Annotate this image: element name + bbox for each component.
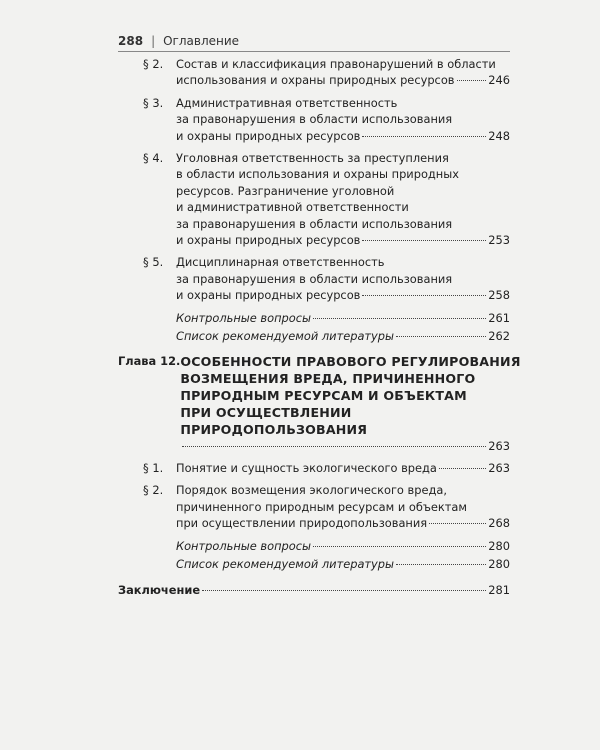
conclusion-line xyxy=(118,582,510,598)
entry-title-last-line xyxy=(176,515,510,531)
entry-title-line: за правонарушения в области использования xyxy=(176,216,453,231)
toc-entry[interactable] xyxy=(118,254,510,303)
entry-title-line: за правонарушения в области использования xyxy=(176,112,453,127)
leader-dots xyxy=(202,590,486,591)
entry-title-line: ПРИ ОСУЩЕСТВЛЕНИИ xyxy=(180,404,352,420)
entry-title-line: Порядок возмещения экологического вреда, xyxy=(176,483,447,498)
header-separator: | xyxy=(151,34,156,48)
running-header xyxy=(118,34,510,52)
leader-dots xyxy=(457,80,487,81)
entry-title-last-line xyxy=(176,232,510,248)
entry-title-last-line xyxy=(176,72,510,88)
entry-title-line: за правонарушения в области использования xyxy=(176,271,453,286)
entry-title xyxy=(176,150,510,248)
entry-title-line: Понятие и сущность экологического вреда xyxy=(176,460,437,475)
entry-title-line: Административная ответственность xyxy=(176,95,398,110)
entry-title-line: ресурсов. Разграничение уголовной xyxy=(176,183,395,198)
entry-page-number: 261 xyxy=(488,310,510,325)
entry-title-line: Состав и классификация правонарушений в области xyxy=(176,57,496,71)
table-of-contents xyxy=(118,56,521,605)
page-number: 288 xyxy=(118,34,144,48)
entry-title xyxy=(176,460,510,476)
entry-page-number: 280 xyxy=(488,556,510,571)
entry-page-number: 263 xyxy=(488,460,510,475)
toc-entry[interactable] xyxy=(118,328,510,344)
entry-title-last-line xyxy=(176,128,510,144)
entry-title-last-line xyxy=(176,556,510,572)
leader-dots xyxy=(362,136,486,137)
entry-title-last-line xyxy=(180,421,510,438)
leader-dots xyxy=(429,523,486,524)
leader-dots xyxy=(439,468,486,469)
entry-title-last-line xyxy=(176,310,510,326)
toc-entry[interactable] xyxy=(118,556,510,572)
conclusion-entry xyxy=(118,582,510,598)
entry-title-line: ПРИРОДНЫМ РЕСУРСАМ И ОБЪЕКТАМ xyxy=(180,387,467,403)
leader-dots xyxy=(362,240,486,241)
entry-title xyxy=(176,310,510,326)
toc-entry[interactable] xyxy=(118,56,510,89)
toc-entry[interactable] xyxy=(118,538,510,554)
entry-page-number: 258 xyxy=(488,288,510,303)
leader-dots xyxy=(182,446,486,447)
conclusion-row[interactable] xyxy=(118,582,510,598)
chapter-12 xyxy=(118,353,521,454)
entry-page-number: 263 xyxy=(488,438,510,453)
entry-page-number: 268 xyxy=(488,516,510,531)
header-title: Оглавление xyxy=(163,34,240,48)
entry-label: § 4. xyxy=(143,151,164,166)
entry-title-line: в области использования и охраны природных xyxy=(176,167,459,182)
entry-page-number: 248 xyxy=(488,128,510,143)
entry-title-line: Список рекомендуемой литературы xyxy=(176,329,395,344)
toc-entry[interactable] xyxy=(118,310,510,326)
entry-title xyxy=(176,95,510,144)
entry-page-number: 262 xyxy=(488,329,510,344)
entry-title xyxy=(176,482,510,531)
entry-title xyxy=(176,538,510,554)
entry-title-line: Дисциплинарная ответственность xyxy=(176,255,385,270)
entry-title-last-line xyxy=(176,328,510,344)
chapter-entries xyxy=(118,460,510,572)
conclusion-body xyxy=(118,582,510,598)
entry-page-number: 253 xyxy=(488,233,510,248)
chapter-heading[interactable] xyxy=(118,353,521,454)
entry-title-line: и охраны природных ресурсов xyxy=(176,288,361,303)
entry-label: § 2. xyxy=(143,483,164,498)
entry-title-line: и охраны природных ресурсов xyxy=(176,128,361,143)
entry-label: § 3. xyxy=(143,95,164,110)
entry-title-line: Уголовная ответственность за преступления xyxy=(176,151,449,166)
leader-dots xyxy=(396,564,486,565)
entry-label: Глава 12. xyxy=(118,353,181,368)
entry-title-line: Контрольные вопросы xyxy=(176,310,311,325)
entry-title-last-line xyxy=(176,460,510,476)
entry-label: § 1. xyxy=(143,460,164,475)
entry-title-line: использования и охраны природных ресурсов xyxy=(176,73,455,88)
entry-title-line: и административной ответственности xyxy=(176,200,409,215)
conclusion-page-number: 281 xyxy=(488,583,510,598)
entry-page-number: 246 xyxy=(488,73,510,88)
entry-title-line: причиненного природным ресурсам и объектам xyxy=(176,499,468,514)
entry-label: § 2. xyxy=(143,57,164,71)
section-entries xyxy=(118,56,510,345)
entry-page-number: 280 xyxy=(488,538,510,553)
entry-page-line xyxy=(180,438,510,454)
entry-title-line: и охраны природных ресурсов xyxy=(176,233,361,248)
entry-title-line: Контрольные вопросы xyxy=(176,538,311,553)
entry-title xyxy=(176,254,510,303)
entry-title xyxy=(176,56,510,89)
entry-title-last-line xyxy=(176,538,510,554)
entry-title xyxy=(176,328,510,344)
toc-entry[interactable] xyxy=(118,95,510,144)
entry-title-line: Список рекомендуемой литературы xyxy=(176,556,395,571)
entry-title-line: при осуществлении природопользования xyxy=(176,516,428,531)
entry-title-line: ПРИРОДОПОЛЬЗОВАНИЯ xyxy=(180,421,368,437)
leader-dots xyxy=(362,295,486,296)
leader-dots xyxy=(313,318,486,319)
entry-title-last-line xyxy=(176,287,510,303)
toc-entry[interactable] xyxy=(118,150,510,248)
leader-dots xyxy=(396,336,486,337)
entry-title xyxy=(180,353,521,454)
entry-title-line: ВОЗМЕЩЕНИЯ ВРЕДА, ПРИЧИНЕННОГО xyxy=(180,370,476,386)
entry-title-line: ОСОБЕННОСТИ ПРАВОВОГО РЕГУЛИРОВАНИЯ xyxy=(180,353,521,369)
conclusion-title: Заключение xyxy=(118,583,201,598)
leader-dots xyxy=(313,546,486,547)
toc-entry[interactable] xyxy=(118,460,510,476)
toc-entry[interactable] xyxy=(118,482,510,531)
entry-title xyxy=(176,556,510,572)
entry-label: § 5. xyxy=(143,255,164,270)
